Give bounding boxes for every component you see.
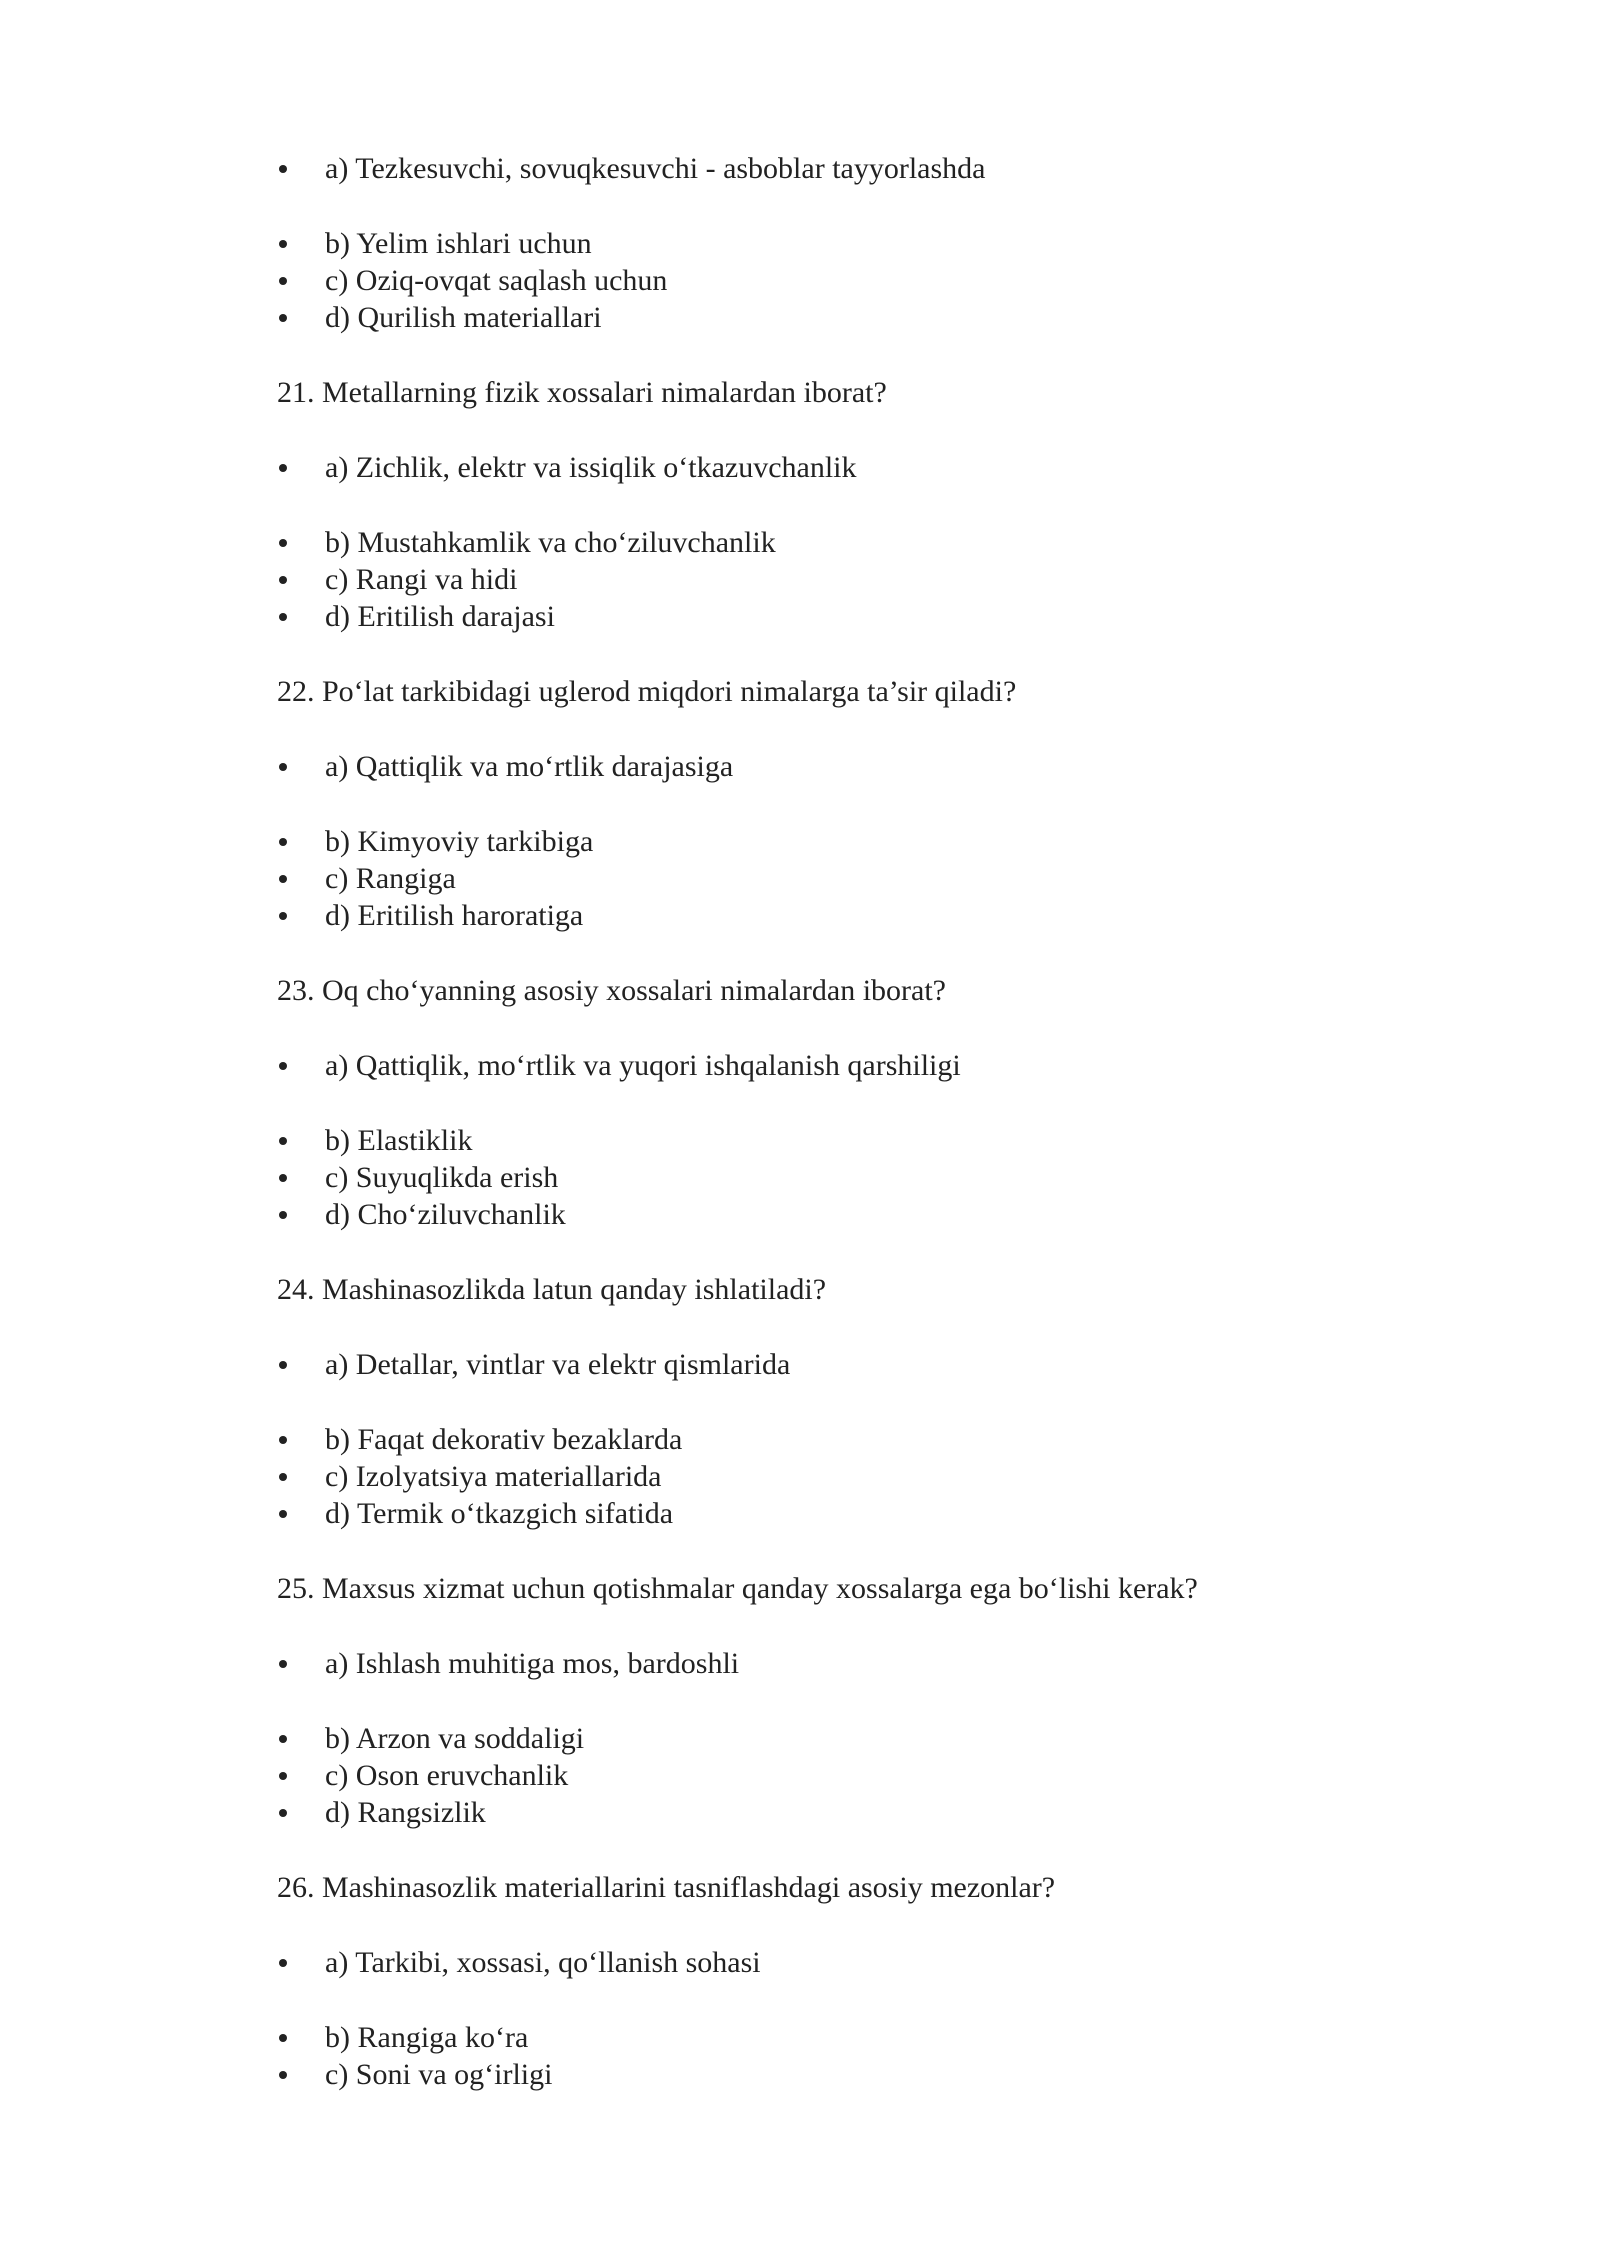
answer-option: b) Mustahkamlik va cho‘ziluvchanlik [277, 524, 1377, 561]
answer-option: a) Qattiqlik, mo‘rtlik va yuqori ishqalanish qarshiligi [277, 1047, 1377, 1084]
bullet-icon [279, 1473, 287, 1481]
bullet-icon [279, 1062, 287, 1070]
answer-option: d) Eritilish darajasi [277, 598, 1377, 635]
answer-option: b) Kimyoviy tarkibiga [277, 823, 1377, 860]
bullet-icon [279, 1211, 287, 1219]
bullet-icon [279, 1959, 287, 1967]
bullet-icon [279, 1772, 287, 1780]
answer-option: d) Qurilish materiallari [277, 299, 1377, 336]
question-text: 23. Oq cho‘yanning asosiy xossalari nimalardan iborat? [277, 974, 946, 1007]
answer-option: b) Rangiga ko‘ra [277, 2019, 1377, 2056]
bullet-icon [279, 2071, 287, 2079]
bullet-icon [279, 613, 287, 621]
answer-option: d) Eritilish haroratiga [277, 897, 1377, 934]
answer-option: d) Cho‘ziluvchanlik [277, 1196, 1377, 1233]
answer-option: a) Qattiqlik va mo‘rtlik darajasiga [277, 748, 1377, 785]
question-text: 24. Mashinasozlikda latun qanday ishlatiladi? [277, 1273, 827, 1306]
question-24 [277, 1271, 1377, 1532]
bullet-icon [279, 1510, 287, 1518]
bullet-icon [279, 1174, 287, 1182]
answer-option: d) Rangsizlik [277, 1794, 1377, 1831]
question-text: 25. Maxsus xizmat uchun qotishmalar qanday xossalarga ega bo‘lishi kerak? [277, 1572, 1198, 1605]
bullet-icon [279, 1436, 287, 1444]
bullet-icon [279, 1137, 287, 1145]
answer-option: c) Rangiga [277, 860, 1377, 897]
answer-option: c) Oziq-ovqat saqlash uchun [277, 262, 1377, 299]
bullet-icon [279, 539, 287, 547]
answer-option: a) Ishlash muhitiga mos, bardoshli [277, 1645, 1377, 1682]
bullet-icon [279, 576, 287, 584]
bullet-icon [279, 464, 287, 472]
bullet-icon [279, 1735, 287, 1743]
bullet-icon [279, 1361, 287, 1369]
bullet-icon [279, 1809, 287, 1817]
question-23 [277, 972, 1377, 1233]
bullet-icon [279, 875, 287, 883]
answer-option: b) Yelim ishlari uchun [277, 225, 1377, 262]
question-20-continued [277, 150, 1377, 336]
question-22 [277, 673, 1377, 934]
answer-option: b) Elastiklik [277, 1122, 1377, 1159]
question-text: 21. Metallarning fizik xossalari nimalardan iborat? [277, 376, 887, 409]
question-21 [277, 374, 1377, 635]
bullet-icon [279, 314, 287, 322]
bullet-icon [279, 277, 287, 285]
bullet-icon [279, 240, 287, 248]
answer-option: d) Termik o‘tkazgich sifatida [277, 1495, 1377, 1532]
answer-option: c) Rangi va hidi [277, 561, 1377, 598]
bullet-icon [279, 763, 287, 771]
bullet-icon [279, 165, 287, 173]
answer-option: b) Arzon va soddaligi [277, 1720, 1377, 1757]
answer-option: c) Oson eruvchanlik [277, 1757, 1377, 1794]
question-text: 26. Mashinasozlik materiallarini tasniflashdagi asosiy mezonlar? [277, 1871, 1056, 1904]
answer-option: c) Soni va og‘irligi [277, 2056, 1377, 2093]
question-26 [277, 1869, 1377, 2093]
answer-option: a) Tarkibi, xossasi, qo‘llanish sohasi [277, 1944, 1377, 1981]
question-25 [277, 1570, 1377, 1831]
bullet-icon [279, 1660, 287, 1668]
quiz-content [277, 150, 1377, 2131]
bullet-icon [279, 2034, 287, 2042]
answer-option: a) Zichlik, elektr va issiqlik o‘tkazuvchanlik [277, 449, 1377, 486]
answer-option: a) Detallar, vintlar va elektr qismlarida [277, 1346, 1377, 1383]
bullet-icon [279, 912, 287, 920]
answer-option: c) Izolyatsiya materiallarida [277, 1458, 1377, 1495]
answer-option: c) Suyuqlikda erish [277, 1159, 1377, 1196]
answer-option: b) Faqat dekorativ bezaklarda [277, 1421, 1377, 1458]
question-text: 22. Po‘lat tarkibidagi uglerod miqdori nimalarga ta’sir qiladi? [277, 675, 1017, 708]
bullet-icon [279, 838, 287, 846]
answer-option: a) Tezkesuvchi, sovuqkesuvchi - asboblar tayyorlashda [277, 150, 1377, 187]
